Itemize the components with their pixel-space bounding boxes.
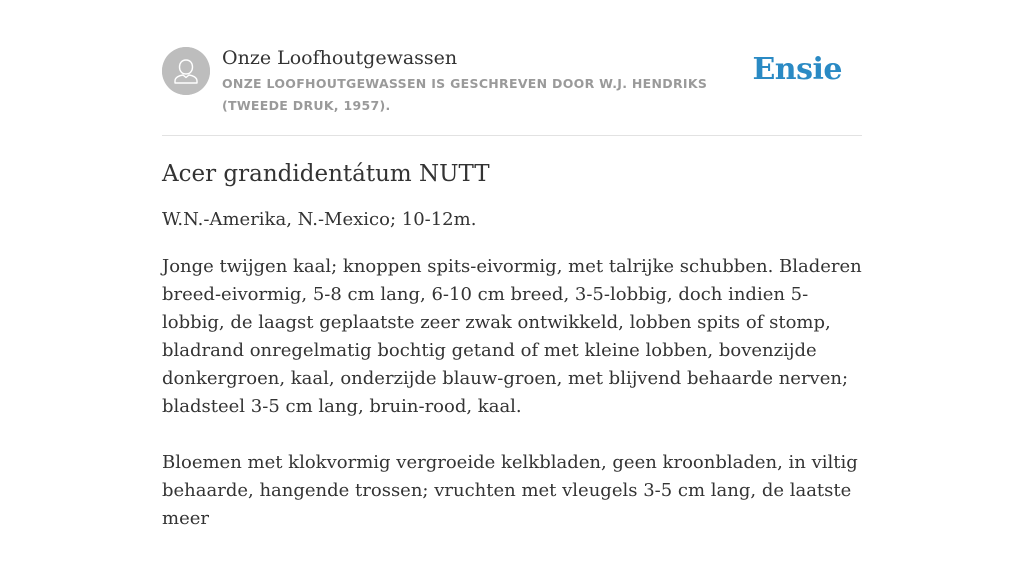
article-title: Acer grandidentátum NUTT xyxy=(162,161,490,187)
article-body xyxy=(162,253,862,533)
author-description: ONZE LOOFHOUTGEWASSEN IS GESCHREVEN DOOR W.J. HENDRIKS (TWEEDE DRUK, 1957). xyxy=(222,76,708,113)
article-paragraph: Bloemen met klokvormig vergroeide kelkbladen, geen kroonbladen, in viltig behaarde, hangende trossen; vruchten met vleugels 3-5 cm lang, de laatste meer xyxy=(162,452,858,529)
header-divider xyxy=(162,135,862,136)
article-subtitle: W.N.-Amerika, N.-Mexico; 10-12m. xyxy=(162,209,477,230)
article-content xyxy=(162,156,862,561)
user-silhouette-icon xyxy=(162,47,210,95)
author-name[interactable]: Onze Loofhoutgewassen xyxy=(222,47,458,69)
article-paragraph: Jonge twijgen kaal; knoppen spits-eivormig, met talrijke schubben. Bladeren breed-eivormig, 5-8 cm lang, 6-10 cm breed, 3-5-lobbig, doch indien 5-lobbig, de laagst geplaatste zeer zwak ontwikkeld, lobben spits of stomp, bladrand onregelmatig bochtig getand of met kleine lobben, bovenzijde donkergroen, kaal, onderzijde blauw-groen, met blijvend behaarde nerven; bladsteel 3-5 cm lang, bruin-rood, kaal. xyxy=(162,256,862,417)
author-header xyxy=(162,44,862,136)
brand-logo[interactable]: Ensie xyxy=(752,52,842,87)
avatar[interactable] xyxy=(162,47,210,95)
